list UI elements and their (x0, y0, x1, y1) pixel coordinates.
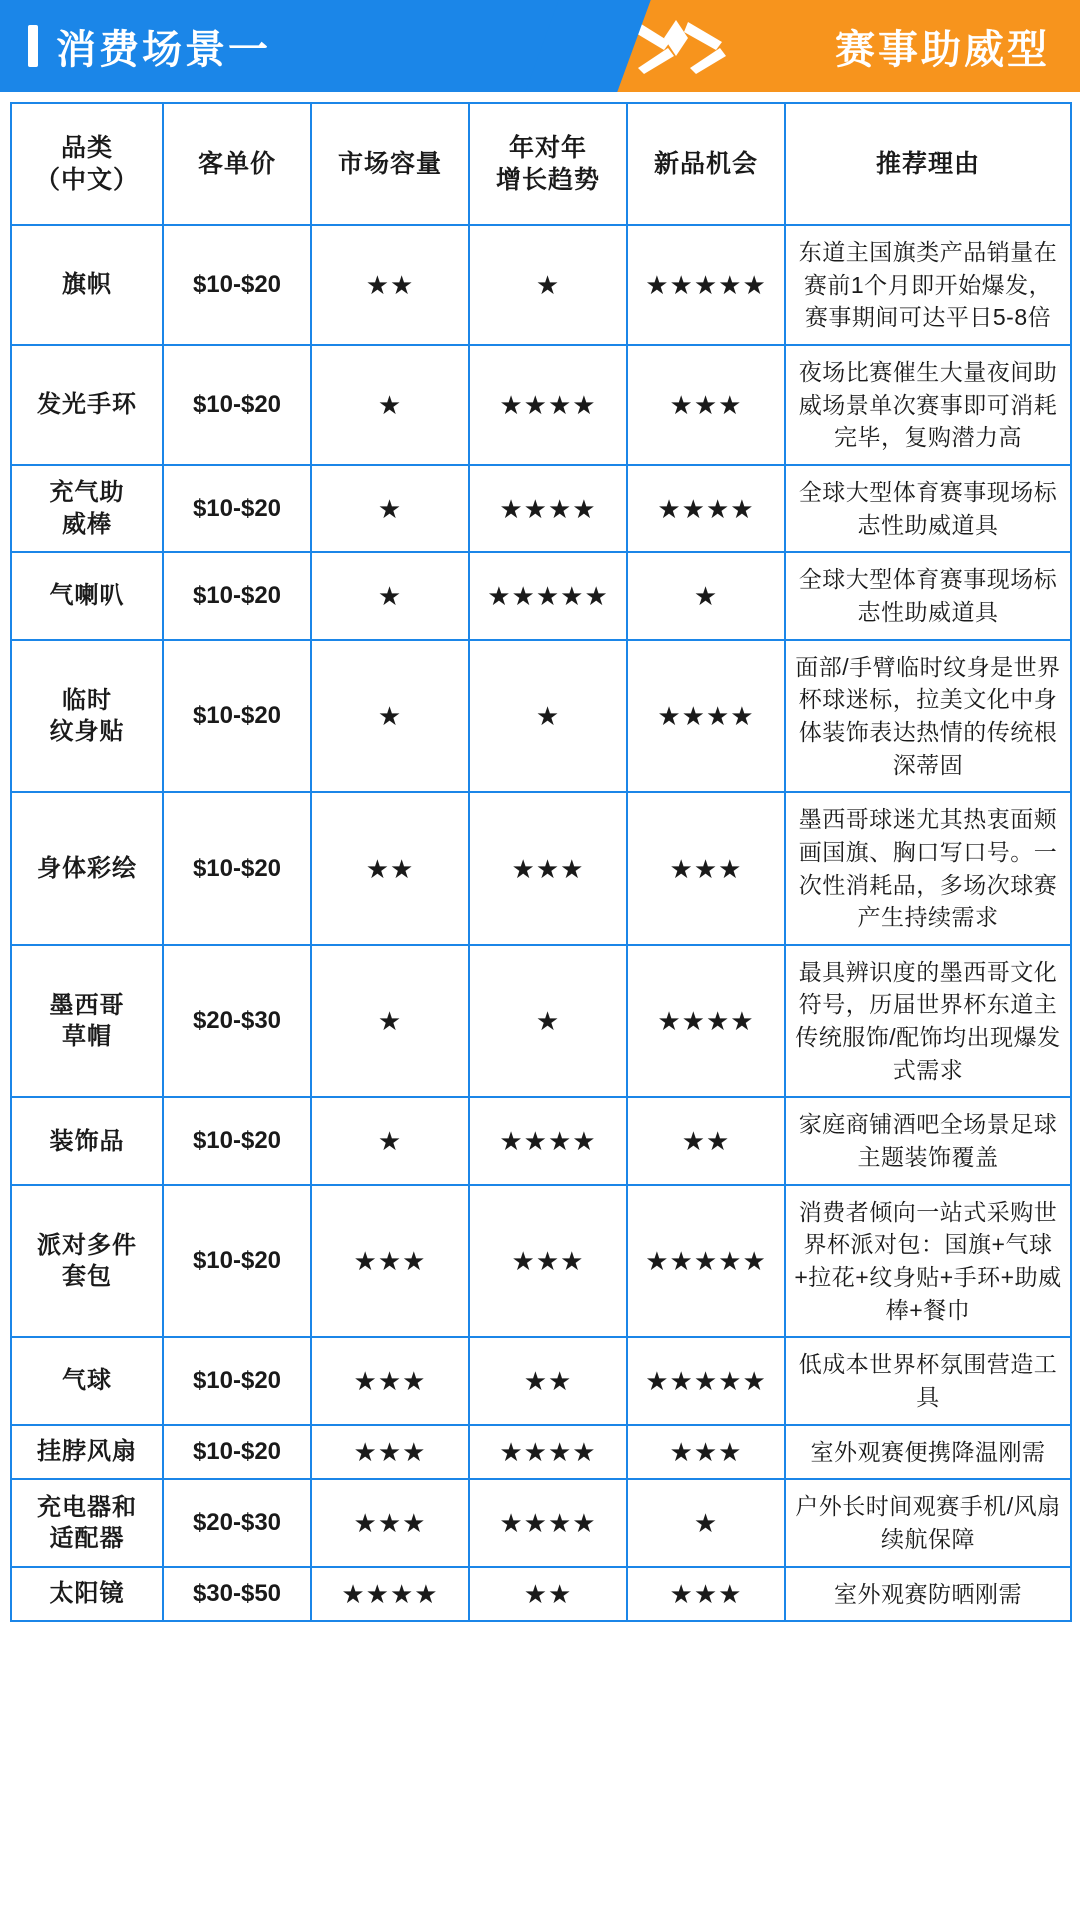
table-row (11, 1337, 1071, 1424)
cell-category (11, 552, 163, 639)
column-header-4 (627, 103, 785, 225)
table-row (11, 552, 1071, 639)
cell-category (11, 1425, 163, 1480)
column-header-line: 市场容量 (337, 150, 442, 178)
page-header (0, 0, 1080, 92)
table-row (11, 465, 1071, 552)
table-row (11, 945, 1071, 1098)
category-line: 太阳镜 (49, 1580, 125, 1608)
cell-market-capacity: ★ (311, 465, 469, 552)
cell-reason: 夜场比赛催生大量夜间助威场景单次赛事即可消耗完毕，复购潜力高 (785, 345, 1071, 465)
category-line: 挂脖风扇 (37, 1438, 137, 1466)
category-line: 充气助 (49, 479, 125, 507)
cell-yoy-growth: ★ (469, 640, 627, 793)
column-header-line: 新品机会 (653, 150, 758, 178)
cell-new-product-opportunity: ★★★★★ (627, 225, 785, 345)
cell-reason: 户外长时间观赛手机/风扇续航保障 (785, 1479, 1071, 1566)
cell-yoy-growth: ★★★ (469, 1185, 627, 1338)
header-right-title: 赛事助威型 (835, 27, 1050, 72)
category-line: 临时 (62, 686, 112, 714)
cell-price: $10-$20 (163, 1185, 311, 1338)
column-header-1 (163, 103, 311, 225)
cell-reason: 室外观赛便携降温刚需 (785, 1425, 1071, 1480)
category-line: 身体彩绘 (37, 854, 137, 882)
cell-reason: 墨西哥球迷尤其热衷面颊画国旗、胸口写口号。一次性消耗品，多场次球赛产生持续需求 (785, 792, 1071, 945)
cell-price: $10-$20 (163, 1425, 311, 1480)
cell-category (11, 225, 163, 345)
cell-reason: 室外观赛防晒刚需 (785, 1567, 1071, 1622)
cell-market-capacity: ★★★ (311, 1479, 469, 1566)
cell-price: $20-$30 (163, 945, 311, 1098)
cell-price: $10-$20 (163, 1097, 311, 1184)
cell-reason: 面部/手臂临时纹身是世界杯球迷标，拉美文化中身体装饰表达热情的传统根深蒂固 (785, 640, 1071, 793)
cell-price: $10-$20 (163, 640, 311, 793)
cell-reason: 家庭商铺酒吧全场景足球主题装饰覆盖 (785, 1097, 1071, 1184)
cell-category (11, 1337, 163, 1424)
category-line: 威棒 (62, 510, 112, 538)
cell-yoy-growth: ★★★★ (469, 1097, 627, 1184)
cell-new-product-opportunity: ★ (627, 1479, 785, 1566)
cell-market-capacity: ★ (311, 640, 469, 793)
cell-yoy-growth: ★★ (469, 1337, 627, 1424)
cell-category (11, 1567, 163, 1622)
header-left-title: 消费场景一 (56, 27, 271, 72)
cell-new-product-opportunity: ★★★ (627, 1425, 785, 1480)
category-line: 草帽 (62, 1023, 112, 1051)
category-line: 套包 (62, 1263, 112, 1291)
column-header-3 (469, 103, 627, 225)
cell-category (11, 1185, 163, 1338)
header-accent-bar (28, 25, 38, 67)
cell-new-product-opportunity: ★★★ (627, 345, 785, 465)
cell-market-capacity: ★ (311, 945, 469, 1098)
cell-market-capacity: ★★ (311, 225, 469, 345)
cell-market-capacity: ★ (311, 345, 469, 465)
cell-new-product-opportunity: ★★★★★ (627, 1337, 785, 1424)
category-line: 纹身贴 (49, 717, 125, 745)
cell-market-capacity: ★★★ (311, 1425, 469, 1480)
cell-new-product-opportunity: ★★★★ (627, 640, 785, 793)
cell-yoy-growth: ★★★★ (469, 1479, 627, 1566)
table-row (11, 1185, 1071, 1338)
cell-yoy-growth: ★★★★ (469, 1425, 627, 1480)
cell-new-product-opportunity: ★ (627, 552, 785, 639)
cell-reason: 全球大型体育赛事现场标志性助威道具 (785, 465, 1071, 552)
table-container (0, 92, 1080, 1632)
cell-category (11, 1097, 163, 1184)
column-header-2 (311, 103, 469, 225)
category-line: 气喇叭 (49, 582, 125, 610)
cell-market-capacity: ★★ (311, 792, 469, 945)
table-header-row (11, 103, 1071, 225)
cell-new-product-opportunity: ★★ (627, 1097, 785, 1184)
cell-market-capacity: ★ (311, 1097, 469, 1184)
table-row (11, 1567, 1071, 1622)
category-line: 适配器 (49, 1525, 125, 1552)
column-header-line: 客单价 (197, 150, 276, 178)
cell-reason: 最具辨识度的墨西哥文化符号，历届世界杯东道主传统服饰/配饰均出现爆发式需求 (785, 945, 1071, 1098)
column-header-line: 增长趋势 (495, 166, 600, 194)
column-header-line: 年对年 (508, 134, 587, 162)
cell-market-capacity: ★ (311, 552, 469, 639)
cell-yoy-growth: ★★★★★ (469, 552, 627, 639)
cell-yoy-growth: ★ (469, 945, 627, 1098)
cell-price: $30-$50 (163, 1567, 311, 1622)
cell-price: $10-$20 (163, 465, 311, 552)
cell-market-capacity: ★★★★ (311, 1567, 469, 1622)
cell-price: $10-$20 (163, 225, 311, 345)
cell-price: $20-$30 (163, 1479, 311, 1566)
table-row (11, 1425, 1071, 1480)
crossed-flags-icon (630, 16, 740, 76)
category-matrix-table (10, 102, 1072, 1622)
cell-yoy-growth: ★★ (469, 1567, 627, 1622)
table-row (11, 1479, 1071, 1566)
column-header-0 (11, 103, 163, 225)
cell-category (11, 345, 163, 465)
cell-yoy-growth: ★★★★ (469, 345, 627, 465)
cell-new-product-opportunity: ★★★★ (627, 945, 785, 1098)
table-row (11, 345, 1071, 465)
cell-new-product-opportunity: ★★★★ (627, 465, 785, 552)
column-header-line: （中文） (34, 166, 139, 194)
header-left-banner (0, 0, 588, 92)
category-line: 气球 (62, 1367, 112, 1395)
category-line: 墨西哥 (49, 991, 125, 1019)
cell-price: $10-$20 (163, 792, 311, 945)
column-header-line: 品类 (60, 134, 113, 162)
cell-new-product-opportunity: ★★★ (627, 792, 785, 945)
table-row (11, 792, 1071, 945)
category-line: 旗帜 (62, 271, 112, 299)
category-line: 充电器和 (37, 1493, 137, 1521)
cell-market-capacity: ★★★ (311, 1185, 469, 1338)
cell-yoy-growth: ★★★★ (469, 465, 627, 552)
cell-category (11, 640, 163, 793)
column-header-5 (785, 103, 1071, 225)
cell-market-capacity: ★★★ (311, 1337, 469, 1424)
cell-new-product-opportunity: ★★★★★ (627, 1185, 785, 1338)
cell-category (11, 792, 163, 945)
cell-new-product-opportunity: ★★★ (627, 1567, 785, 1622)
cell-price: $10-$20 (163, 345, 311, 465)
cell-category (11, 945, 163, 1098)
category-line: 派对多件 (37, 1231, 137, 1259)
column-header-line: 推荐理由 (875, 150, 980, 178)
category-line: 装饰品 (49, 1127, 125, 1155)
cell-price: $10-$20 (163, 552, 311, 639)
cell-reason: 低成本世界杯氛围营造工具 (785, 1337, 1071, 1424)
cell-reason: 消费者倾向一站式采购世界杯派对包：国旗+气球+拉花+纹身贴+手环+助威棒+餐巾 (785, 1185, 1071, 1338)
cell-yoy-growth: ★★★ (469, 792, 627, 945)
cell-price: $10-$20 (163, 1337, 311, 1424)
cell-reason: 全球大型体育赛事现场标志性助威道具 (785, 552, 1071, 639)
cell-reason: 东道主国旗类产品销量在赛前1个月即开始爆发，赛事期间可达平日5-8倍 (785, 225, 1071, 345)
table-row (11, 640, 1071, 793)
category-line: 发光手环 (37, 391, 137, 419)
table-body (11, 225, 1071, 1621)
cell-category (11, 1479, 163, 1566)
header-right-banner (588, 0, 1080, 92)
cell-yoy-growth: ★ (469, 225, 627, 345)
cell-category (11, 465, 163, 552)
table-row (11, 1097, 1071, 1184)
table-row (11, 225, 1071, 345)
